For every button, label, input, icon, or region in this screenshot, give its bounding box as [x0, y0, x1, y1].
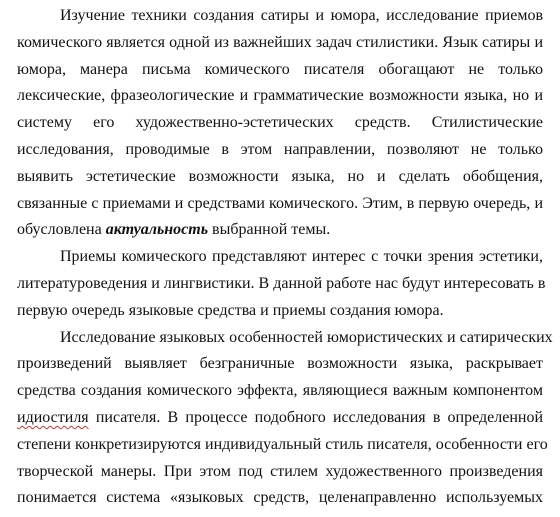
- paragraph-1-line-7: выявить эстетические возможности языка, но и сделать обобщения,: [17, 167, 543, 185]
- paragraph-3-line-4-rest: писателя. В процессе подобного исследования в определенной: [88, 408, 543, 426]
- paragraph-1-line-8: связанные с приемами и средствами комического. Этим, в первую очередь, и: [17, 194, 543, 212]
- paragraph-2-line-1: Приемы комического представляют интерес с точки зрения эстетики,: [60, 248, 543, 266]
- paragraph-3-line-2: произведений выявляет безграничные возможности языка, раскрывает: [17, 355, 543, 373]
- document-body: [17, 3, 553, 512]
- paragraph-1-line-2: комического является одной из важнейших задач стилистики. Язык сатиры и: [17, 33, 543, 51]
- paragraph-3-line-3: средства создания комического эффекта, являющиеся важным компонентом: [17, 382, 543, 400]
- paragraph-1-line-5: систему его художественно-эстетических средств. Стилистические: [17, 114, 543, 132]
- paragraph-3-line-6: творческой манеры. При этом под стилем художественного произведения: [17, 462, 543, 480]
- paragraph-1-line-3: юмора, манера письма комического писателя обогащают не только: [17, 60, 543, 78]
- paragraph-1-line-1: Изучение техники создания сатиры и юмора, исследование приемов: [60, 7, 543, 24]
- paragraph-3-line-5: степени конкретизируются индивидуальный стиль писателя, особенности его: [17, 435, 548, 453]
- paragraph-2-line-2: литературоведения и лингвистики. В данной работе нас будут интересовать в: [17, 274, 546, 292]
- misspelled-word[interactable]: идиостиля: [17, 408, 89, 426]
- paragraph-2-line-3: первую очередь языковые средства и приемы создания юмора.: [17, 301, 444, 319]
- paragraph-1-line-6: исследования, проводимые в этом направлении, позволяют не только: [17, 140, 543, 158]
- paragraph-3-line-4: [17, 405, 543, 432]
- paragraph-1-line-4: лексические, фразеологические и грамматические возможности языка, но и: [17, 87, 543, 105]
- emphasized-term: актуальность: [105, 221, 209, 239]
- paragraph-3-line-7: понимается система «языковых средств, целенаправленно используемых: [17, 489, 543, 507]
- paragraph-3-line-1: Исследование языковых особенностей юмористических и сатирических: [60, 328, 553, 346]
- paragraph-1-line-9: [17, 217, 543, 244]
- paragraph-1-last-suffix: выбранной темы.: [208, 221, 331, 239]
- paragraph-1-last-prefix: обусловлена: [17, 221, 106, 239]
